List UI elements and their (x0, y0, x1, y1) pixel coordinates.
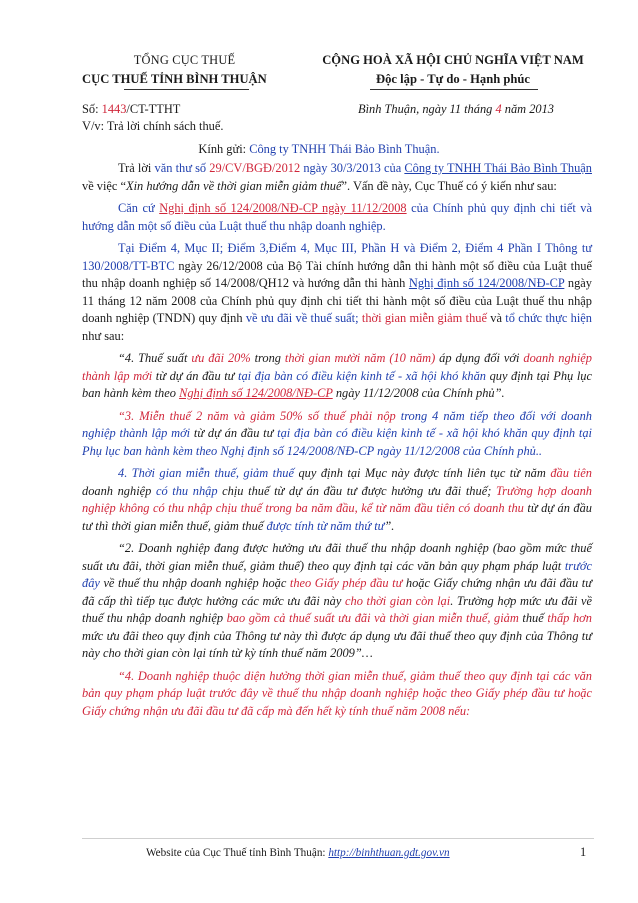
paragraph-legal-basis: Căn cứ Nghị định số 124/2008/NĐ-CP ngày 11/12/2008 của Chính phủ quy định chi tiết và hướng dẫn một số điều của Luật thuế thu nhập doanh nghiệp. (82, 201, 593, 233)
document-meta (82, 101, 592, 136)
ref-suffix: /CT-TTHT (126, 102, 181, 116)
recipient-prefix: Kính gửi: (198, 142, 247, 156)
national-motto: Độc lập - Tự do - Hạnh phúc (376, 71, 530, 86)
agency-name: TỔNG CỤC THUẾ (133, 53, 236, 67)
header-underline-right (370, 89, 538, 90)
issuer-header (82, 52, 312, 88)
nation-title: CỘNG HOÀ XÃ HỘI CHỦ NGHĨA VIỆT NAM (322, 53, 584, 67)
recipient-name: Công ty TNHH Thái Bảo Bình Thuận. (249, 142, 440, 156)
ref-prefix: Số: (82, 102, 99, 116)
ref-number: 1443 (101, 102, 127, 116)
paragraph-circular: Tại Điểm 4, Mục II; Điểm 3,Điểm 4, Mục III, Phần H và Điểm 2, Điểm 4 Phần I Thông tư 130/2008/TT-BTC ngày 26/12/2008 của Bộ Tài chính hướng dẫn thi hành một số điều của Luật thuế thu nhập doanh nghiệp số 14/2008/QH12 và hướng dẫn thi hành Nghị định số 124/2008/NĐ-CP ngày 11 tháng 12 năm 2008 của Chính phủ quy định chi tiết thi hành một số điều của Luật thuế thu nhập doanh nghiệp (TNDN) quy định về ưu đãi về thuế suất; thời gian miễn giảm thuế và tổ chức thực hiện như sau: (82, 241, 592, 343)
reference-row (82, 101, 592, 118)
page-number: 1 (580, 845, 587, 859)
website-link[interactable]: http://binhthuan.gdt.gov.vn (328, 847, 450, 859)
department-name: CỤC THUẾ TỈNH BÌNH THUẬN (82, 71, 267, 86)
quote-exemption-period: 4. Thời gian miễn thuế, giảm thuế quy định tại Mục này được tính liên tục từ năm đầu tiên doanh nghiệp có thu nhập chịu thuế từ dự án đầu tư được hưởng ưu đãi thuế; Trường hợp doanh nghiệp không có thu nhập chịu thuế trong ba năm đầu, kể từ năm đầu tiên có doanh thu từ dự án đầu tư thì thời gian miễn thuế, giảm thuế được tính từ năm thứ tư”. (82, 466, 592, 533)
quote-ongoing-incentives: “2. Doanh nghiệp đang được hưởng ưu đãi thuế thu nhập doanh nghiệp (bao gồm mức thuế suất ưu đãi, thời gian miễn thuế, giảm thuế) theo quy định tại các văn bản quy phạm pháp luật trước đây về thuế thu nhập doanh nghiệp hoặc theo Giấy phép đầu tư hoặc Giấy chứng nhận ưu đãi đầu tư đã cấp thì tiếp tục được hưởng các mức ưu đãi này cho thời gian còn lại. Trường hợp mức ưu đãi về thuế thu nhập doanh nghiệp bao gồm cả thuế suất ưu đãi và thời gian miễn thuế, giảm thuế thấp hơn mức ưu đãi theo quy định của Thông tư này thì được áp dụng ưu đãi thuế theo quy định của Thông tư này cho thời gian còn lại tính từ kỳ tính thuế năm 2009”… (82, 541, 592, 660)
header-underline-left (124, 89, 249, 90)
paragraph-reply: Trả lời văn thư số 29/CV/BGĐ/2012 ngày 30/3/2013 của Công ty TNHH Thái Bảo Bình Thuận về việc “Xin hướng dẫn về thời gian miễn giảm thuế”. Vấn đề này, Cục Thuế có ý kiến như sau: (82, 161, 592, 193)
quote-tax-rate: “4. Thuế suất ưu đãi 20% trong thời gian mười năm (10 năm) áp dụng đối với doanh nghiệp thành lập mới từ dự án đầu tư tại địa bàn có điều kiện kinh tế - xã hội khó khăn quy định tại Phụ lục ban hành kèm theo Nghị định số 124/2008/NĐ-CP ngày 11/12/2008 của Chính phủ”. (82, 351, 592, 400)
footer-text: Website của Cục Thuế tỉnh Bình Thuận: http://binhthuan.gdt.gov.vn (146, 847, 450, 859)
letter-body (82, 160, 592, 725)
quote-transition: “4. Doanh nghiệp thuộc diện hưởng thời gian miễn thuế, giảm thuế theo quy định tại các văn bản quy phạm pháp luật trước đây về thuế thu nhập doanh nghiệp hoặc theo Giấy phép đầu tư hoặc Giấy chứng nhận ưu đãi đầu tư đã cấp mà đến hết kỳ tính thuế năm 2008 nếu: (82, 668, 592, 718)
national-header (308, 52, 598, 88)
quote-exemption: “3. Miễn thuế 2 năm và giảm 50% số thuế phải nộp trong 4 năm tiếp theo đối với doanh nghiệp thành lập mới từ dự án đầu tư tại địa bàn có điều kiện kinh tế - xã hội khó khăn quy định tại Phụ lục ban hành kèm theo Nghị định số 124/2008/NĐ-CP ngày 11/12/2008 của Chính phủ.. (82, 408, 592, 458)
company-name: Công ty TNHH Thái Bảo Bình Thuận (404, 161, 592, 175)
recipient-line (0, 141, 638, 159)
subject-line: V/v: Trả lời chính sách thuế. (82, 119, 224, 133)
document-date: Bình Thuận, ngày 11 tháng 4 năm 2013 (358, 102, 554, 116)
page-footer (82, 838, 594, 859)
